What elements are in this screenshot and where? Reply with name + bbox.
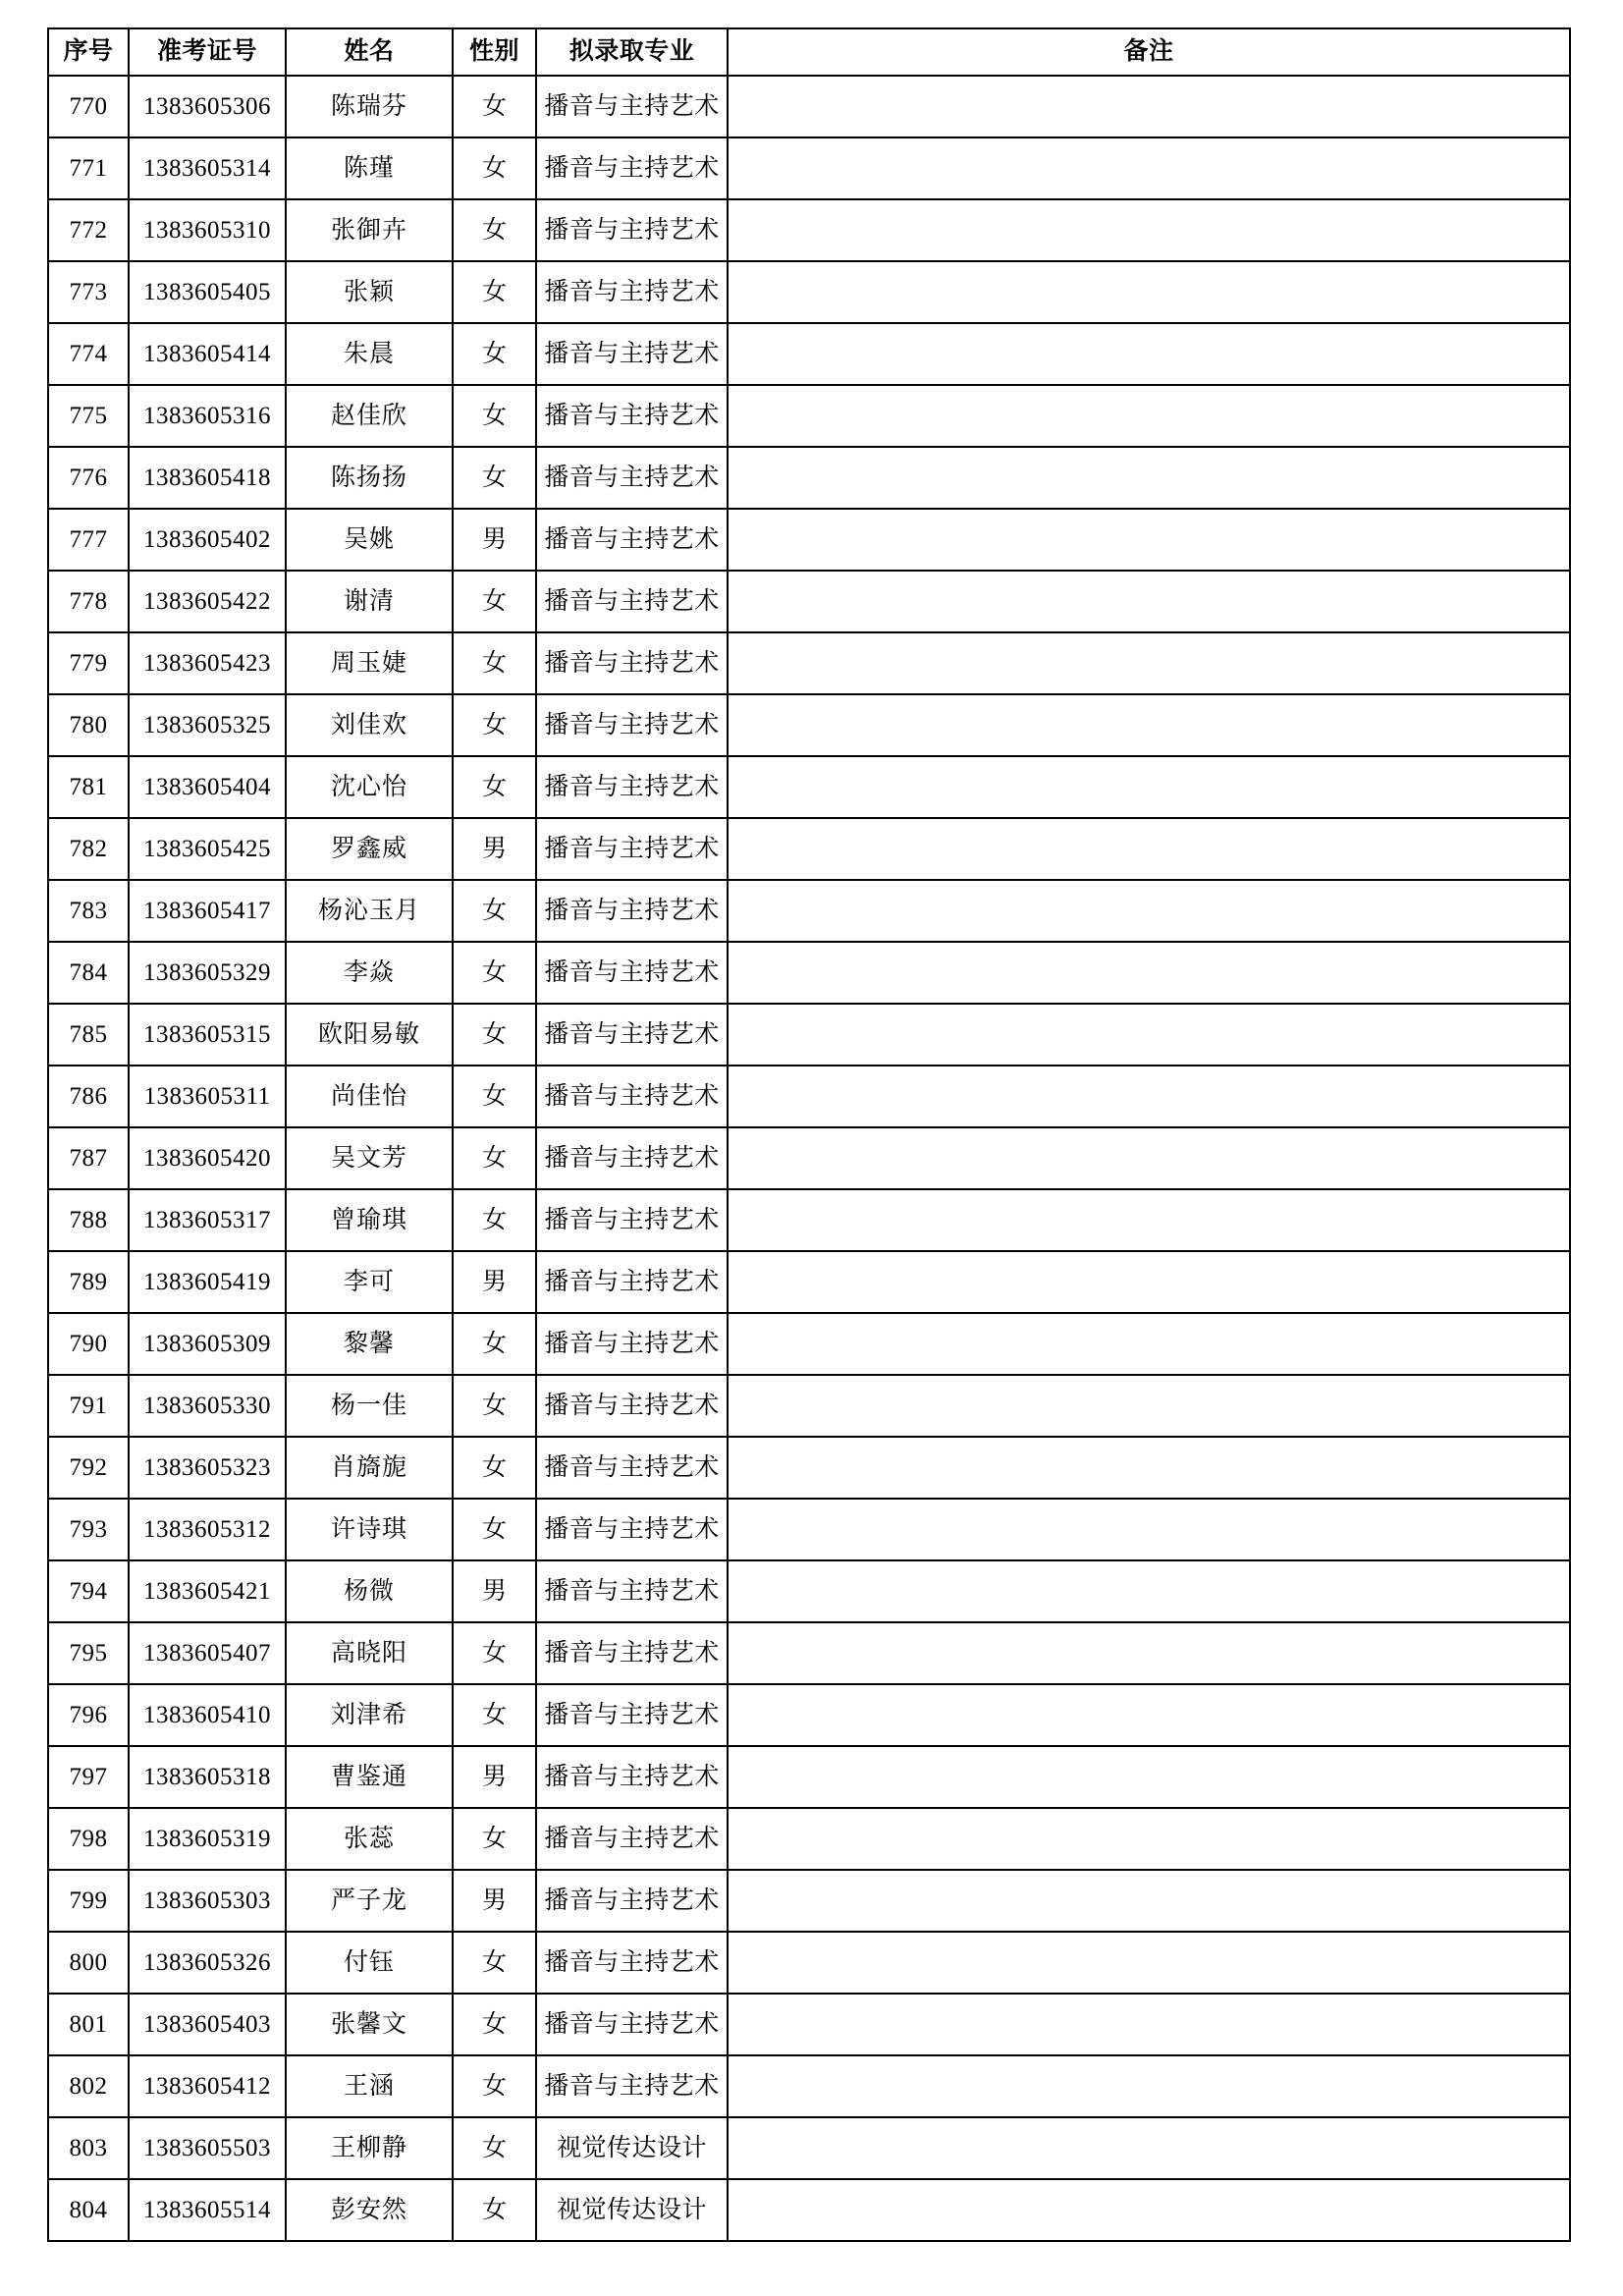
cell-remark bbox=[728, 1684, 1570, 1746]
cell-seq: 777 bbox=[48, 509, 129, 571]
cell-name: 吴文芳 bbox=[286, 1127, 453, 1189]
cell-remark bbox=[728, 1560, 1570, 1622]
cell-name: 朱晨 bbox=[286, 323, 453, 385]
cell-major: 播音与主持艺术 bbox=[536, 199, 728, 261]
table-row bbox=[48, 1127, 1570, 1189]
cell-gender: 男 bbox=[453, 1746, 536, 1808]
cell-major: 播音与主持艺术 bbox=[536, 1313, 728, 1375]
cell-name: 罗鑫威 bbox=[286, 818, 453, 880]
cell-seq: 795 bbox=[48, 1622, 129, 1684]
cell-admit: 1383605421 bbox=[129, 1560, 286, 1622]
table-row bbox=[48, 571, 1570, 632]
cell-gender: 女 bbox=[453, 1004, 536, 1066]
cell-gender: 女 bbox=[453, 447, 536, 509]
cell-seq: 800 bbox=[48, 1932, 129, 1994]
cell-name: 严子龙 bbox=[286, 1870, 453, 1932]
cell-major: 播音与主持艺术 bbox=[536, 1994, 728, 2055]
cell-gender: 女 bbox=[453, 571, 536, 632]
cell-gender: 男 bbox=[453, 1560, 536, 1622]
cell-name: 赵佳欣 bbox=[286, 385, 453, 447]
cell-remark bbox=[728, 818, 1570, 880]
cell-seq: 771 bbox=[48, 137, 129, 199]
cell-gender: 女 bbox=[453, 1808, 536, 1870]
column-header-name: 姓名 bbox=[286, 28, 453, 76]
cell-seq: 797 bbox=[48, 1746, 129, 1808]
cell-major: 视觉传达设计 bbox=[536, 2117, 728, 2179]
cell-major: 播音与主持艺术 bbox=[536, 1375, 728, 1437]
cell-major: 播音与主持艺术 bbox=[536, 694, 728, 756]
column-header-seq: 序号 bbox=[48, 28, 129, 76]
cell-admit: 1383605329 bbox=[129, 942, 286, 1004]
cell-remark bbox=[728, 632, 1570, 694]
column-header-remark: 备注 bbox=[728, 28, 1570, 76]
cell-admit: 1383605417 bbox=[129, 880, 286, 942]
cell-remark bbox=[728, 261, 1570, 323]
cell-seq: 790 bbox=[48, 1313, 129, 1375]
cell-seq: 782 bbox=[48, 818, 129, 880]
cell-seq: 783 bbox=[48, 880, 129, 942]
table-row bbox=[48, 818, 1570, 880]
table-row bbox=[48, 942, 1570, 1004]
cell-name: 张颖 bbox=[286, 261, 453, 323]
cell-admit: 1383605311 bbox=[129, 1066, 286, 1127]
cell-major: 播音与主持艺术 bbox=[536, 509, 728, 571]
table-row bbox=[48, 137, 1570, 199]
cell-admit: 1383605314 bbox=[129, 137, 286, 199]
cell-admit: 1383605319 bbox=[129, 1808, 286, 1870]
cell-remark bbox=[728, 942, 1570, 1004]
cell-admit: 1383605405 bbox=[129, 261, 286, 323]
cell-seq: 773 bbox=[48, 261, 129, 323]
cell-remark bbox=[728, 1375, 1570, 1437]
cell-name: 陈瑞芬 bbox=[286, 76, 453, 137]
cell-gender: 女 bbox=[453, 1189, 536, 1251]
table-row bbox=[48, 1932, 1570, 1994]
cell-admit: 1383605514 bbox=[129, 2179, 286, 2241]
table-row bbox=[48, 1375, 1570, 1437]
cell-gender: 女 bbox=[453, 2179, 536, 2241]
cell-major: 播音与主持艺术 bbox=[536, 1251, 728, 1313]
cell-admit: 1383605418 bbox=[129, 447, 286, 509]
cell-remark bbox=[728, 76, 1570, 137]
cell-major: 播音与主持艺术 bbox=[536, 1127, 728, 1189]
cell-remark bbox=[728, 2055, 1570, 2117]
cell-admit: 1383605325 bbox=[129, 694, 286, 756]
cell-seq: 779 bbox=[48, 632, 129, 694]
table-row bbox=[48, 1808, 1570, 1870]
cell-name: 高晓阳 bbox=[286, 1622, 453, 1684]
cell-gender: 女 bbox=[453, 199, 536, 261]
cell-seq: 799 bbox=[48, 1870, 129, 1932]
cell-name: 陈瑾 bbox=[286, 137, 453, 199]
cell-admit: 1383605312 bbox=[129, 1499, 286, 1560]
table-row bbox=[48, 1313, 1570, 1375]
cell-name: 刘佳欢 bbox=[286, 694, 453, 756]
cell-gender: 男 bbox=[453, 1251, 536, 1313]
cell-seq: 770 bbox=[48, 76, 129, 137]
cell-name: 欧阳易敏 bbox=[286, 1004, 453, 1066]
cell-major: 播音与主持艺术 bbox=[536, 1746, 728, 1808]
table-row bbox=[48, 2179, 1570, 2241]
cell-seq: 792 bbox=[48, 1437, 129, 1499]
cell-seq: 786 bbox=[48, 1066, 129, 1127]
cell-gender: 女 bbox=[453, 694, 536, 756]
cell-seq: 798 bbox=[48, 1808, 129, 1870]
cell-remark bbox=[728, 1932, 1570, 1994]
table-row bbox=[48, 1499, 1570, 1560]
cell-remark bbox=[728, 694, 1570, 756]
cell-gender: 女 bbox=[453, 1375, 536, 1437]
cell-remark bbox=[728, 1437, 1570, 1499]
cell-major: 播音与主持艺术 bbox=[536, 1499, 728, 1560]
table-row bbox=[48, 1994, 1570, 2055]
cell-admit: 1383605402 bbox=[129, 509, 286, 571]
cell-admit: 1383605323 bbox=[129, 1437, 286, 1499]
cell-remark bbox=[728, 1313, 1570, 1375]
table-row bbox=[48, 1746, 1570, 1808]
column-header-admission-ticket: 准考证号 bbox=[129, 28, 286, 76]
cell-major: 播音与主持艺术 bbox=[536, 137, 728, 199]
table-row bbox=[48, 756, 1570, 818]
cell-name: 彭安然 bbox=[286, 2179, 453, 2241]
cell-name: 张蕊 bbox=[286, 1808, 453, 1870]
cell-major: 播音与主持艺术 bbox=[536, 1684, 728, 1746]
cell-admit: 1383605317 bbox=[129, 1189, 286, 1251]
table-row bbox=[48, 694, 1570, 756]
table-row bbox=[48, 1437, 1570, 1499]
cell-gender: 女 bbox=[453, 1684, 536, 1746]
cell-name: 付钰 bbox=[286, 1932, 453, 1994]
cell-major: 播音与主持艺术 bbox=[536, 1932, 728, 1994]
cell-gender: 女 bbox=[453, 261, 536, 323]
cell-gender: 女 bbox=[453, 323, 536, 385]
cell-name: 吴姚 bbox=[286, 509, 453, 571]
table-row bbox=[48, 1189, 1570, 1251]
cell-gender: 女 bbox=[453, 632, 536, 694]
table-row bbox=[48, 1251, 1570, 1313]
cell-gender: 女 bbox=[453, 1622, 536, 1684]
table-row bbox=[48, 1004, 1570, 1066]
cell-remark bbox=[728, 2117, 1570, 2179]
cell-gender: 男 bbox=[453, 509, 536, 571]
cell-name: 沈心怡 bbox=[286, 756, 453, 818]
cell-gender: 女 bbox=[453, 1994, 536, 2055]
table-row bbox=[48, 1870, 1570, 1932]
cell-seq: 787 bbox=[48, 1127, 129, 1189]
cell-gender: 女 bbox=[453, 1127, 536, 1189]
cell-major: 播音与主持艺术 bbox=[536, 818, 728, 880]
cell-seq: 796 bbox=[48, 1684, 129, 1746]
cell-remark bbox=[728, 509, 1570, 571]
cell-remark bbox=[728, 571, 1570, 632]
cell-admit: 1383605414 bbox=[129, 323, 286, 385]
column-header-major: 拟录取专业 bbox=[536, 28, 728, 76]
cell-name: 张御卉 bbox=[286, 199, 453, 261]
cell-remark bbox=[728, 1746, 1570, 1808]
column-header-gender: 性别 bbox=[453, 28, 536, 76]
cell-name: 刘津希 bbox=[286, 1684, 453, 1746]
table-row bbox=[48, 509, 1570, 571]
cell-remark bbox=[728, 1189, 1570, 1251]
cell-major: 播音与主持艺术 bbox=[536, 447, 728, 509]
cell-major: 播音与主持艺术 bbox=[536, 1808, 728, 1870]
cell-gender: 女 bbox=[453, 76, 536, 137]
cell-major: 播音与主持艺术 bbox=[536, 1066, 728, 1127]
cell-admit: 1383605407 bbox=[129, 1622, 286, 1684]
cell-major: 播音与主持艺术 bbox=[536, 756, 728, 818]
cell-remark bbox=[728, 323, 1570, 385]
cell-name: 王涵 bbox=[286, 2055, 453, 2117]
cell-remark bbox=[728, 1066, 1570, 1127]
cell-major: 播音与主持艺术 bbox=[536, 571, 728, 632]
table-row bbox=[48, 2055, 1570, 2117]
cell-remark bbox=[728, 447, 1570, 509]
cell-seq: 801 bbox=[48, 1994, 129, 2055]
cell-major: 播音与主持艺术 bbox=[536, 1870, 728, 1932]
cell-name: 杨一佳 bbox=[286, 1375, 453, 1437]
cell-seq: 776 bbox=[48, 447, 129, 509]
cell-name: 李可 bbox=[286, 1251, 453, 1313]
table-row bbox=[48, 632, 1570, 694]
cell-gender: 女 bbox=[453, 2055, 536, 2117]
cell-major: 播音与主持艺术 bbox=[536, 1622, 728, 1684]
cell-admit: 1383605503 bbox=[129, 2117, 286, 2179]
table-row bbox=[48, 880, 1570, 942]
cell-remark bbox=[728, 2179, 1570, 2241]
cell-gender: 女 bbox=[453, 385, 536, 447]
cell-seq: 788 bbox=[48, 1189, 129, 1251]
cell-seq: 793 bbox=[48, 1499, 129, 1560]
cell-gender: 男 bbox=[453, 818, 536, 880]
cell-admit: 1383605425 bbox=[129, 818, 286, 880]
cell-seq: 794 bbox=[48, 1560, 129, 1622]
cell-remark bbox=[728, 880, 1570, 942]
cell-name: 周玉婕 bbox=[286, 632, 453, 694]
cell-name: 许诗琪 bbox=[286, 1499, 453, 1560]
cell-major: 播音与主持艺术 bbox=[536, 385, 728, 447]
cell-gender: 女 bbox=[453, 1499, 536, 1560]
cell-remark bbox=[728, 1127, 1570, 1189]
cell-remark bbox=[728, 1004, 1570, 1066]
cell-major: 播音与主持艺术 bbox=[536, 2055, 728, 2117]
cell-seq: 772 bbox=[48, 199, 129, 261]
cell-gender: 女 bbox=[453, 756, 536, 818]
cell-name: 李焱 bbox=[286, 942, 453, 1004]
cell-admit: 1383605303 bbox=[129, 1870, 286, 1932]
cell-admit: 1383605306 bbox=[129, 76, 286, 137]
cell-major: 播音与主持艺术 bbox=[536, 261, 728, 323]
cell-major: 播音与主持艺术 bbox=[536, 632, 728, 694]
cell-remark bbox=[728, 1251, 1570, 1313]
table-row bbox=[48, 1684, 1570, 1746]
cell-seq: 791 bbox=[48, 1375, 129, 1437]
cell-name: 黎馨 bbox=[286, 1313, 453, 1375]
cell-major: 播音与主持艺术 bbox=[536, 1189, 728, 1251]
cell-major: 播音与主持艺术 bbox=[536, 1437, 728, 1499]
cell-major: 视觉传达设计 bbox=[536, 2179, 728, 2241]
cell-name: 肖旖旎 bbox=[286, 1437, 453, 1499]
table-row bbox=[48, 1066, 1570, 1127]
cell-name: 尚佳怡 bbox=[286, 1066, 453, 1127]
cell-gender: 女 bbox=[453, 137, 536, 199]
cell-admit: 1383605404 bbox=[129, 756, 286, 818]
cell-remark bbox=[728, 1994, 1570, 2055]
cell-remark bbox=[728, 1808, 1570, 1870]
cell-admit: 1383605403 bbox=[129, 1994, 286, 2055]
cell-seq: 781 bbox=[48, 756, 129, 818]
cell-remark bbox=[728, 385, 1570, 447]
cell-name: 张馨文 bbox=[286, 1994, 453, 2055]
cell-remark bbox=[728, 1499, 1570, 1560]
cell-gender: 女 bbox=[453, 1066, 536, 1127]
cell-seq: 804 bbox=[48, 2179, 129, 2241]
admission-roster-table bbox=[47, 27, 1571, 2242]
cell-major: 播音与主持艺术 bbox=[536, 1560, 728, 1622]
cell-admit: 1383605316 bbox=[129, 385, 286, 447]
cell-remark bbox=[728, 1870, 1570, 1932]
table-body bbox=[48, 76, 1570, 2241]
table-row bbox=[48, 2117, 1570, 2179]
table-row bbox=[48, 76, 1570, 137]
cell-name: 王柳静 bbox=[286, 2117, 453, 2179]
table-row bbox=[48, 447, 1570, 509]
admission-roster-table-container bbox=[47, 27, 1569, 2242]
table-row bbox=[48, 1622, 1570, 1684]
cell-seq: 778 bbox=[48, 571, 129, 632]
cell-remark bbox=[728, 137, 1570, 199]
cell-admit: 1383605310 bbox=[129, 199, 286, 261]
cell-admit: 1383605326 bbox=[129, 1932, 286, 1994]
cell-seq: 784 bbox=[48, 942, 129, 1004]
cell-seq: 802 bbox=[48, 2055, 129, 2117]
table-header bbox=[48, 28, 1570, 76]
cell-gender: 女 bbox=[453, 1932, 536, 1994]
cell-major: 播音与主持艺术 bbox=[536, 76, 728, 137]
cell-seq: 785 bbox=[48, 1004, 129, 1066]
cell-admit: 1383605412 bbox=[129, 2055, 286, 2117]
cell-name: 杨微 bbox=[286, 1560, 453, 1622]
cell-admit: 1383605309 bbox=[129, 1313, 286, 1375]
cell-name: 杨沁玉月 bbox=[286, 880, 453, 942]
table-header-row bbox=[48, 28, 1570, 76]
cell-gender: 女 bbox=[453, 880, 536, 942]
cell-major: 播音与主持艺术 bbox=[536, 323, 728, 385]
cell-seq: 774 bbox=[48, 323, 129, 385]
cell-gender: 女 bbox=[453, 942, 536, 1004]
table-row bbox=[48, 385, 1570, 447]
cell-major: 播音与主持艺术 bbox=[536, 942, 728, 1004]
cell-gender: 女 bbox=[453, 2117, 536, 2179]
table-row bbox=[48, 261, 1570, 323]
cell-name: 曹鉴通 bbox=[286, 1746, 453, 1808]
cell-admit: 1383605419 bbox=[129, 1251, 286, 1313]
cell-seq: 803 bbox=[48, 2117, 129, 2179]
cell-gender: 女 bbox=[453, 1437, 536, 1499]
table-row bbox=[48, 1560, 1570, 1622]
cell-admit: 1383605315 bbox=[129, 1004, 286, 1066]
cell-gender: 女 bbox=[453, 1313, 536, 1375]
cell-admit: 1383605330 bbox=[129, 1375, 286, 1437]
cell-admit: 1383605423 bbox=[129, 632, 286, 694]
table-row bbox=[48, 199, 1570, 261]
cell-admit: 1383605410 bbox=[129, 1684, 286, 1746]
cell-gender: 男 bbox=[453, 1870, 536, 1932]
cell-admit: 1383605420 bbox=[129, 1127, 286, 1189]
cell-seq: 775 bbox=[48, 385, 129, 447]
cell-admit: 1383605422 bbox=[129, 571, 286, 632]
cell-name: 陈扬扬 bbox=[286, 447, 453, 509]
cell-remark bbox=[728, 756, 1570, 818]
cell-seq: 789 bbox=[48, 1251, 129, 1313]
cell-seq: 780 bbox=[48, 694, 129, 756]
cell-name: 谢清 bbox=[286, 571, 453, 632]
table-row bbox=[48, 323, 1570, 385]
cell-remark bbox=[728, 1622, 1570, 1684]
cell-name: 曾瑜琪 bbox=[286, 1189, 453, 1251]
cell-major: 播音与主持艺术 bbox=[536, 880, 728, 942]
cell-remark bbox=[728, 199, 1570, 261]
cell-admit: 1383605318 bbox=[129, 1746, 286, 1808]
cell-major: 播音与主持艺术 bbox=[536, 1004, 728, 1066]
